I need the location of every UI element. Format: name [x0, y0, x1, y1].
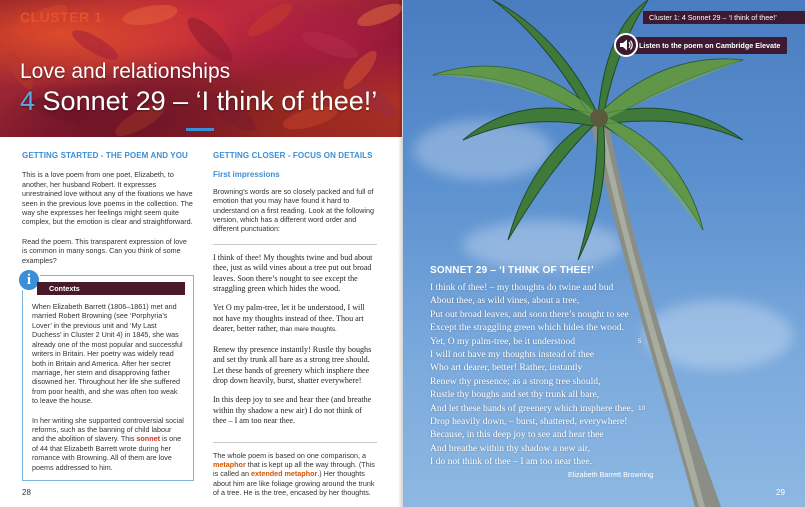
header-banner [0, 0, 402, 137]
sonnet-line-text: About thee, as wild vines, about a tree, [430, 295, 580, 307]
line-number: 10 [638, 404, 646, 412]
getting-started-column [22, 151, 194, 481]
sonnet-line-text: I will not have my thoughts instead of thee [430, 349, 595, 361]
sonnet-line-text: Who art dearer, better! Rather, instantly [430, 362, 583, 374]
keyword-metaphor[interactable]: metaphor [213, 459, 246, 469]
sonnet-line [430, 442, 760, 455]
left-page [0, 0, 402, 507]
running-header: Cluster 1: 4 Sonnet 29 – ‘I think of thee!’ [643, 11, 805, 24]
contexts-text-b: is one of 44 that Elizabeth Barrett wrote during her romance with Browning. All of them are love poems addressed to him. [32, 434, 182, 472]
page-number-right: 29 [776, 488, 785, 497]
listen-button[interactable]: Listen to the poem on Cambridge Elevate [617, 37, 787, 54]
sonnet-line [430, 321, 760, 334]
contexts-text-a: In her writing she supported controversial social reforms, such as the banning of child labour and the abolition of slavery. This [32, 415, 184, 444]
sonnet-line-text: Because, in this deep joy to see and hear thee [430, 429, 604, 441]
sonnet-line [430, 308, 760, 321]
sonnet-line-text: I do not think of thee – I am too near thee. [430, 456, 592, 468]
page-number-left: 28 [22, 488, 31, 497]
unit-number: 4 [20, 86, 36, 116]
sonnet-line-text: Drop heavily down, – burst, shattered, everywhere! [430, 416, 628, 428]
version-paragraph-3: Renew thy presence instantly! Rustle thy boughs and set thy trunk all bare as a strong tree should. Let these bands of greenery which insphere thee drop down heavily, burst, shatter everywhere! [213, 344, 372, 385]
sonnet-line [430, 455, 760, 468]
poem-title-text: Sonnet 29 – ‘I think of thee!’ [42, 86, 378, 116]
metaphor-paragraph [213, 451, 377, 498]
keyword-sonnet[interactable]: sonnet [136, 434, 160, 444]
sonnet-line [430, 348, 760, 361]
accent-bar [186, 128, 214, 131]
metaphor-text-b: that is kept up all the way through. (This is called an [213, 459, 375, 479]
sonnet-line-text: Except the straggling green which hides the wood. [430, 322, 624, 334]
sonnet-line-text: Yet, O my palm-tree, be it understood [430, 335, 576, 347]
version-paragraph-2-small: than mere thoughts. [279, 326, 337, 334]
sonnet-line [430, 361, 760, 374]
sonnet-line-text: And let these bands of greenery which insphere thee, [430, 402, 634, 414]
sonnet-line [430, 415, 760, 428]
first-impressions-intro: Browning’s words are so closely packed and full of emotion that you may have found it hard to understand on a first reading. Look at the following version, which has a different word order and different punctuation: [213, 186, 375, 234]
sonnet-line-text: Renew thy presence; as a strong tree should, [430, 375, 601, 387]
right-page [403, 0, 805, 507]
sonnet-text [430, 281, 760, 469]
sonnet-line-text: Put out broad leaves, and soon there’s nought to see [430, 308, 629, 320]
sonnet-line [430, 294, 760, 307]
getting-started-heading: GETTING STARTED - THE POEM AND YOU [22, 151, 188, 160]
cluster-tag: CLUSTER 1 [20, 9, 103, 25]
sonnet-line-text: And breathe within thy shadow a new air, [430, 442, 591, 454]
sonnet-line [430, 428, 760, 441]
sonnet-line [430, 281, 760, 294]
poem-title [20, 86, 377, 117]
contexts-paragraph-2 [32, 416, 184, 472]
prompt-paragraph: Read the poem. This transparent expression of love is common in many songs. Can you think of some examples? [22, 236, 187, 265]
sonnet-line-text: I think of thee! – my thoughts do twine and bud [430, 282, 614, 293]
sonnet-line [430, 375, 760, 388]
info-icon: i [17, 268, 41, 292]
contexts-label: Contexts [37, 282, 185, 295]
contexts-box [22, 272, 194, 481]
metaphor-text-c: .) Her thoughts about him are like foliage growing around the trunk of a tree. He is the tree, encased by her thoughts. [213, 469, 375, 498]
sonnet-line [430, 335, 760, 348]
getting-closer-heading: GETTING CLOSER - FOCUS ON DETAILS [213, 151, 373, 160]
first-impressions-heading: First impressions [213, 170, 280, 180]
sonnet-line [430, 388, 760, 401]
speaker-icon[interactable] [614, 33, 638, 57]
unit-title: Love and relationships [20, 60, 231, 83]
sonnet-line-text: Rustle thy boughs and set thy trunk all bare, [430, 389, 600, 401]
metaphor-text-a: The whole poem is based on one comparison, a [213, 450, 367, 460]
version-paragraph-1: I think of thee! My thoughts twine and bud about thee, just as wild vines about a tree put out broad leaves. Soon there’s nought to see except the straggling green which hides the wood. [213, 252, 373, 294]
intro-paragraph: This is a love poem from one poet, Elizabeth, to another, her husband Robert. It expresses unrestrained love without any of the fixations we have seen in the previous love poems in the collection. The way she expresses her feelings might seem quite complex, but the emotion is clear and straightforward. [22, 170, 193, 227]
line-number: 5 [638, 337, 642, 345]
reworded-version [213, 244, 377, 443]
contexts-paragraph-1: When Elizabeth Barrett (1806–1861) met and married Robert Browning (see ‘Porphyria’s Lover’ in the previous unit and ‘My Last Duchess’ in Cluster 2 Unit 4) in 1845, she was already one of the most popular and successful writers in Britain. Her poetry was widely read both in Britain and America. After her secret marriage, her stern and disapproving father disowned her. Throughout her life she suffered from poor health, and she was often too weak to leave the house. [32, 302, 183, 406]
getting-closer-column [213, 151, 377, 498]
version-paragraph-2 [213, 303, 377, 335]
sonnet-heading: SONNET 29 – ‘I THINK OF THEE!’ [430, 265, 594, 276]
sonnet-line [430, 402, 760, 415]
poem-author: Elizabeth Barrett Browning [568, 470, 654, 479]
version-paragraph-2-text: Yet O my palm-tree, let it be understood, I will not have my thoughts instead of thee. Thou art dearer, better rather, [213, 303, 365, 334]
version-paragraph-4: In this deep joy to see and hear thee (and breathe within thy shadow a new air) I do not think of thee – I am too near thee. [213, 395, 372, 426]
keyword-extended-metaphor[interactable]: extended metaphor [250, 469, 318, 479]
